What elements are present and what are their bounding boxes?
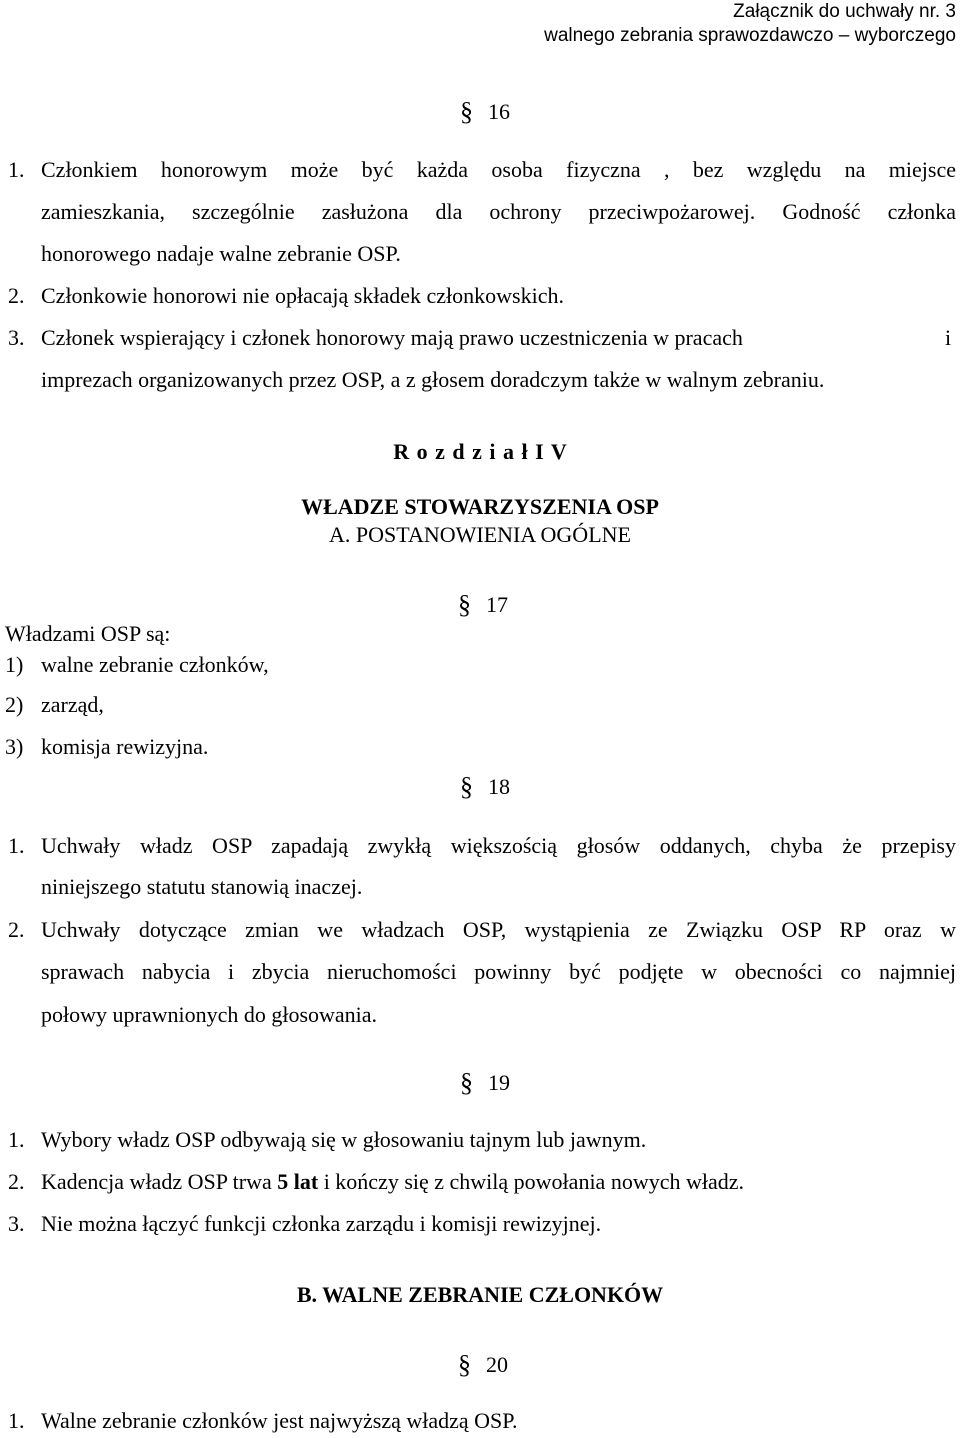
paragraph-line: Nie można łączyć funkcji członka zarządu i komisji rewizyjnej.	[41, 1211, 602, 1236]
list-item: zarząd,	[41, 692, 104, 717]
svg-text:§: §	[460, 1069, 473, 1097]
section-17-heading	[458, 591, 508, 619]
item-number: 3.	[8, 325, 25, 350]
section-number: 19	[488, 1070, 510, 1095]
item-number: 1.	[8, 833, 25, 858]
section-19-heading	[460, 1069, 510, 1097]
term-text-post: i kończy się z chwilą powołania nowych władz.	[318, 1169, 744, 1194]
svg-text:§: §	[458, 1351, 471, 1379]
paragraph-line: imprezach organizowanych przez OSP, a z głosem doradczym także w walnym zebraniu.	[41, 367, 825, 392]
section-b-title: B. WALNE ZEBRANIE CZŁONKÓW	[296, 1282, 664, 1307]
header-line-1: Załącznik do uchwały nr. 3	[733, 1, 956, 22]
paragraph-line: zamieszkania, szczególnie zasłużona dla ochrony przeciwpożarowej. Godność członka	[41, 199, 956, 224]
item-number: 2.	[8, 283, 25, 308]
section-18-heading	[460, 773, 510, 801]
paragraph-line-end: i	[945, 325, 952, 350]
item-number: 3.	[8, 1211, 25, 1236]
section-16-heading	[460, 98, 510, 126]
item-number: 1)	[5, 652, 24, 677]
section-a-title: A. POSTANOWIENIA OGÓLNE	[329, 522, 631, 547]
section-sign-icon	[460, 773, 474, 801]
attachment-header	[544, 0, 956, 48]
section-number: 16	[488, 99, 510, 124]
list-item: komisja rewizyjna.	[41, 734, 209, 759]
item-number: 3)	[5, 734, 24, 759]
section-sign-icon	[460, 1069, 474, 1097]
paragraph-line: Członkiem honorowym może być każda osoba fizyczna , bez względu na miejsce	[41, 157, 956, 182]
section-sign-icon	[458, 591, 472, 619]
paragraph-line: Członkowie honorowi nie opłacają składek członkowskich.	[41, 283, 564, 308]
term-text-pre: Kadencja władz OSP trwa	[41, 1169, 278, 1194]
item-number: 2.	[8, 917, 25, 942]
section-sign-icon	[460, 98, 474, 126]
section-number: 17	[486, 592, 508, 617]
paragraph-line: Uchwały władz OSP zapadają zwykłą większością głosów oddanych, chyba że przepisy	[41, 833, 956, 858]
paragraph-line: Członek wspierający i członek honorowy mają prawo uczestniczenia w pracach	[41, 325, 743, 350]
paragraph-line: Walne zebranie członków jest najwyższą władzą OSP.	[41, 1408, 518, 1433]
section-number: 18	[488, 774, 510, 799]
item-number: 1.	[8, 157, 25, 182]
svg-text:§: §	[458, 591, 471, 619]
paragraph-line: honorowego nadaje walne zebranie OSP.	[41, 241, 401, 266]
paragraph-line	[41, 1169, 744, 1195]
svg-text:§: §	[460, 773, 473, 801]
authorities-intro: Władzami OSP są:	[5, 621, 171, 646]
term-length: 5 lat	[277, 1169, 319, 1194]
header-line-2: walnego zebrania sprawozdawczo – wyborczego	[544, 25, 956, 46]
paragraph-line: Wybory władz OSP odbywają się w głosowaniu tajnym lub jawnym.	[41, 1127, 647, 1152]
list-item: walne zebranie członków,	[41, 652, 269, 677]
paragraph-line: Uchwały dotyczące zmian we władzach OSP, wystąpienia ze Związku OSP RP oraz w	[41, 917, 956, 942]
chapter-title: R o z d z i a ł I V	[393, 439, 567, 464]
section-sign-icon	[458, 1351, 472, 1379]
section-number: 20	[486, 1352, 508, 1377]
paragraph-line: niniejszego statutu stanowią inaczej.	[41, 874, 363, 899]
item-number: 1.	[8, 1127, 25, 1152]
chapter-subtitle: WŁADZE STOWARZYSZENIA OSP	[301, 494, 659, 519]
svg-text:§: §	[460, 98, 473, 126]
item-number: 2)	[5, 692, 24, 717]
section-20-heading	[458, 1351, 508, 1379]
item-number: 1.	[8, 1408, 25, 1433]
paragraph-line: połowy uprawnionych do głosowania.	[41, 1002, 378, 1027]
paragraph-line: sprawach nabycia i zbycia nieruchomości powinny być podjęte w obecności co najmniej	[41, 959, 956, 984]
item-number: 2.	[8, 1169, 25, 1194]
